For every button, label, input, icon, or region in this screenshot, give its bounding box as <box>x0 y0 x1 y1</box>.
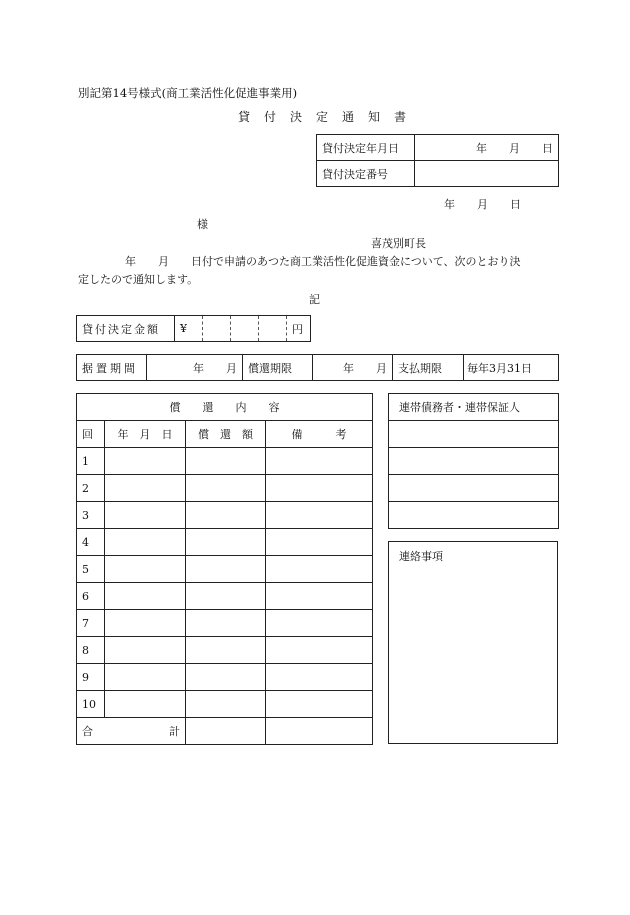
decision-number-value <box>415 161 559 187</box>
row-number: 2 <box>77 475 105 502</box>
guarantor-title: 連帯債務者・連帯保証人 <box>389 394 559 421</box>
period-table <box>76 354 559 381</box>
body-line-1: 年 月 日付で申請のあつた商工業活性化促進資金について、次のとおり決 <box>125 255 521 268</box>
table-row <box>77 448 373 475</box>
table-row <box>77 475 373 502</box>
table-row <box>77 502 373 529</box>
table-row <box>77 664 373 691</box>
decision-box <box>316 134 559 187</box>
amount-table <box>76 315 311 342</box>
table-row <box>77 583 373 610</box>
row-number: 3 <box>77 502 105 529</box>
total-left: 合 <box>82 725 93 738</box>
deferment-label: 据置期間 <box>77 355 147 381</box>
amount-digit-cell <box>203 316 231 342</box>
en-mark: 円 <box>287 316 311 342</box>
header-amount: 償 還 額 <box>186 421 266 448</box>
table-row <box>77 637 373 664</box>
addressee: 様 <box>197 218 208 231</box>
repayment-table <box>76 393 373 745</box>
header-round: 回 <box>77 421 105 448</box>
row-number: 9 <box>77 664 105 691</box>
total-label <box>77 718 186 745</box>
repayment-value: 年 月 <box>313 355 393 381</box>
guarantor-row <box>389 502 559 529</box>
contact-box <box>388 541 558 744</box>
body-line-2: 定したので通知します。 <box>78 273 199 286</box>
amount-label: 貸付決定金額 <box>77 316 175 342</box>
decision-date-label: 貸付決定年月日 <box>317 135 415 161</box>
table-row <box>77 529 373 556</box>
yen-mark: ¥ <box>175 316 203 342</box>
table-row <box>77 610 373 637</box>
form-number: 別記第14号様式(商工業活性化促進事業用) <box>78 86 298 100</box>
decision-number-label: 貸付決定番号 <box>317 161 415 187</box>
row-number: 5 <box>77 556 105 583</box>
payment-label: 支払期限 <box>393 355 464 381</box>
payment-value: 毎年3月31日 <box>464 355 559 381</box>
ki-mark: 記 <box>309 293 320 306</box>
table-row <box>77 691 373 718</box>
issue-date: 年 月 日 <box>444 198 521 211</box>
deferment-value: 年 月 <box>147 355 243 381</box>
decision-date-value: 年 月 日 <box>415 135 559 161</box>
repayment-table-title: 償 還 内 容 <box>77 394 373 421</box>
document-title: 貸 付 決 定 通 知 書 <box>238 110 408 124</box>
contact-title: 連絡事項 <box>399 550 443 563</box>
sender: 喜茂別町長 <box>371 237 426 250</box>
row-number: 7 <box>77 610 105 637</box>
total-right: 計 <box>169 725 180 738</box>
guarantor-row <box>389 448 559 475</box>
guarantor-row <box>389 475 559 502</box>
row-number: 10 <box>77 691 105 718</box>
header-notes: 備 考 <box>266 421 373 448</box>
table-row <box>77 556 373 583</box>
amount-digit-cell <box>259 316 287 342</box>
amount-digit-cell <box>231 316 259 342</box>
repayment-label: 償還期限 <box>243 355 313 381</box>
row-number: 8 <box>77 637 105 664</box>
row-number: 4 <box>77 529 105 556</box>
row-number: 1 <box>77 448 105 475</box>
total-row <box>77 718 373 745</box>
guarantor-row <box>389 421 559 448</box>
guarantor-table <box>388 393 559 529</box>
header-date: 年 月 日 <box>105 421 186 448</box>
row-number: 6 <box>77 583 105 610</box>
